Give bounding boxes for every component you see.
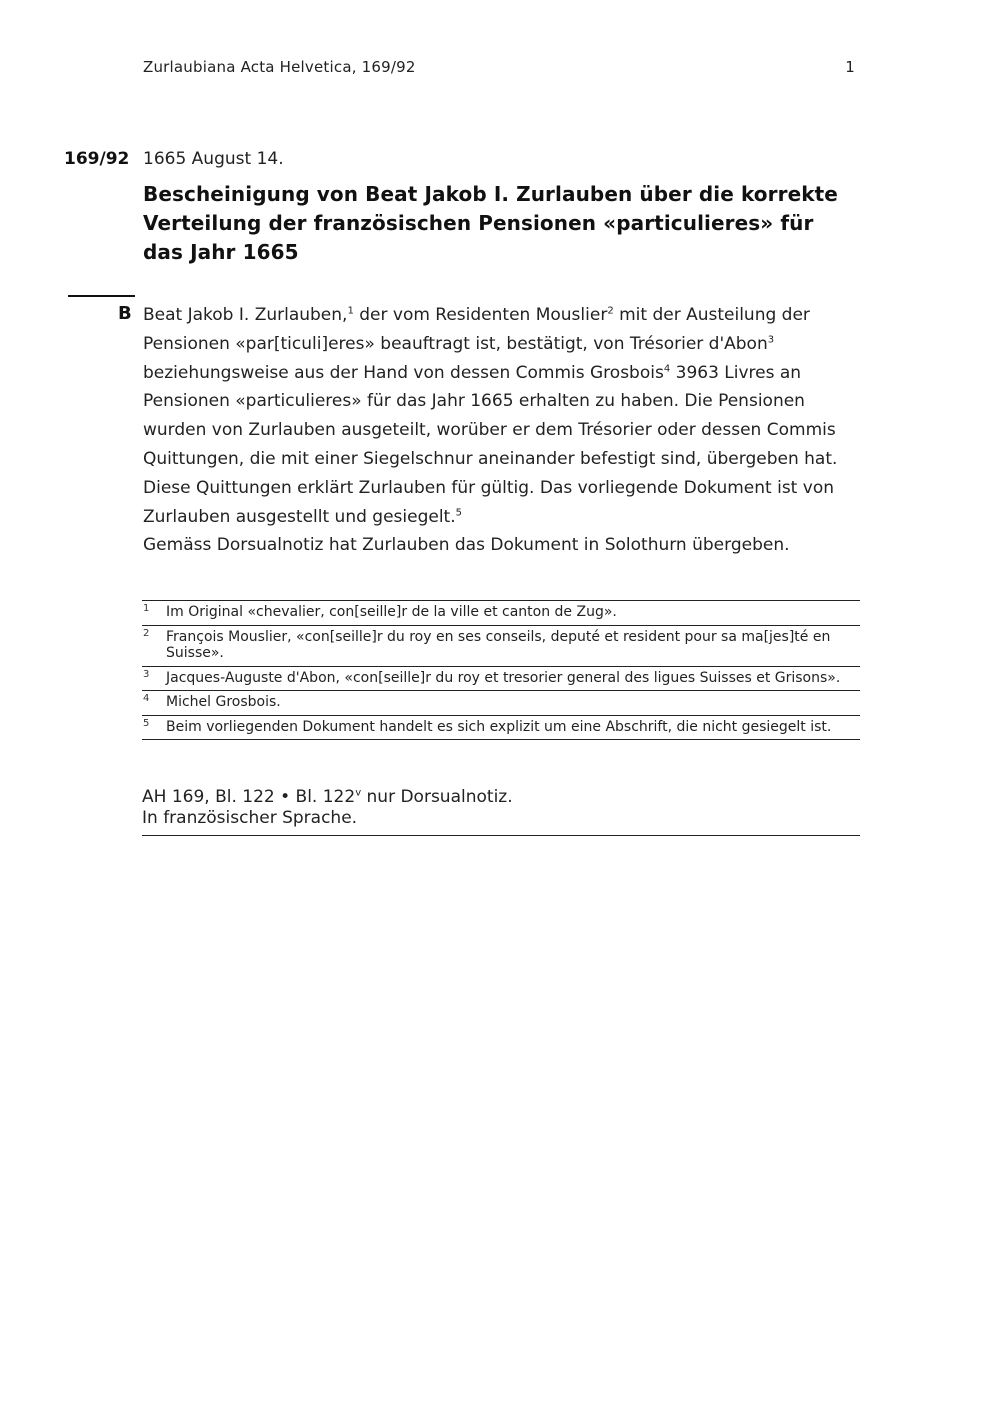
regest-segment: beziehungsweise aus der Hand von dessen Commis Grosbois — [143, 362, 664, 383]
footnote-number: 5 — [143, 717, 150, 729]
regest-segment: mit der Austeilung der Pensionen «par[ticuli]eres» beauftragt ist, bestätigt, von Trésorier d'Abon — [143, 305, 810, 354]
source-note — [142, 784, 860, 836]
footnote-item — [142, 601, 860, 626]
footnote-item — [142, 667, 860, 692]
document-number: 169/92 — [64, 149, 130, 169]
footnote-ref[interactable]: 1 — [347, 305, 354, 317]
regest-text — [143, 301, 859, 560]
footnote-item — [142, 691, 860, 716]
footnote-text: Im Original «chevalier, con[seille]r de la ville et canton de Zug». — [166, 604, 617, 620]
footnote-ref[interactable]: 2 — [607, 305, 614, 317]
footnotes-list — [142, 600, 860, 740]
footnote-ref[interactable]: 3 — [767, 334, 775, 346]
archive-signature — [142, 787, 860, 808]
regest-segment: der vom Residenten Mouslier — [359, 305, 608, 325]
footnote-text: Beim vorliegenden Dokument handelt es sich explizit um eine Abschrift, die nicht gesiegelt ist. — [166, 718, 832, 735]
section-rule — [68, 295, 135, 297]
signature-remark: nur Dorsualnotiz. — [361, 787, 513, 807]
dorsal-note: Gemäss Dorsualnotiz hat Zurlauben das Dokument in Solothurn übergeben. — [143, 535, 790, 556]
section-mark: B — [118, 303, 132, 324]
running-header — [143, 58, 859, 76]
signature-text: AH 169, Bl. 122 • Bl. 122 — [142, 787, 356, 807]
footnote-text: Michel Grosbois. — [166, 694, 281, 710]
footnote-ref[interactable]: 4 — [663, 362, 671, 374]
document-date: 1665 August 14. — [143, 149, 284, 169]
footnote-text: Jacques-Auguste d'Abon, «con[seille]r du roy et tresorier general des ligues Suisses et Grisons». — [166, 669, 841, 686]
footnote-number: 2 — [143, 627, 150, 639]
footnote-ref[interactable]: 5 — [455, 506, 462, 518]
language-note: In französischer Sprache. — [142, 808, 358, 828]
footnote-number: 1 — [143, 603, 150, 614]
footnote-text: François Mouslier, «con[seille]r du roy en ses conseils, deputé et resident pour sa ma[jes]té en Suisse». — [166, 628, 831, 661]
page-number: 1 — [845, 58, 855, 76]
regest-segment: 3963 Livres an Pensionen «particulieres» für das Jahr 1665 erhalten zu haben. Die Pensionen wurden von Zurlauben ausgeteilt, worüber er dem Trésorier oder dessen Commis Quittungen, die mit einer Siegelschnur aneinander befestigt sind, übergeben hat. Diese Quittungen erklärt Zurlauben für gültig. Das vorliegende Dokument ist von Zurlauben ausgestellt und gesiegelt. — [143, 362, 838, 527]
running-title: Zurlaubiana Acta Helvetica, 169/92 — [143, 58, 416, 76]
footnote-number: 3 — [143, 668, 150, 680]
regest-segment: Beat Jakob I. Zurlauben, — [143, 305, 348, 325]
document-title: Bescheinigung von Beat Jakob I. Zurlauben über die korrekte Verteilung der französischen Pensionen «particulieres» für das Jahr 1665 — [143, 182, 838, 264]
footnote-number: 4 — [143, 693, 150, 704]
verso-mark: v — [355, 787, 362, 799]
footnote-item — [142, 716, 860, 741]
footnote-item — [142, 626, 860, 667]
